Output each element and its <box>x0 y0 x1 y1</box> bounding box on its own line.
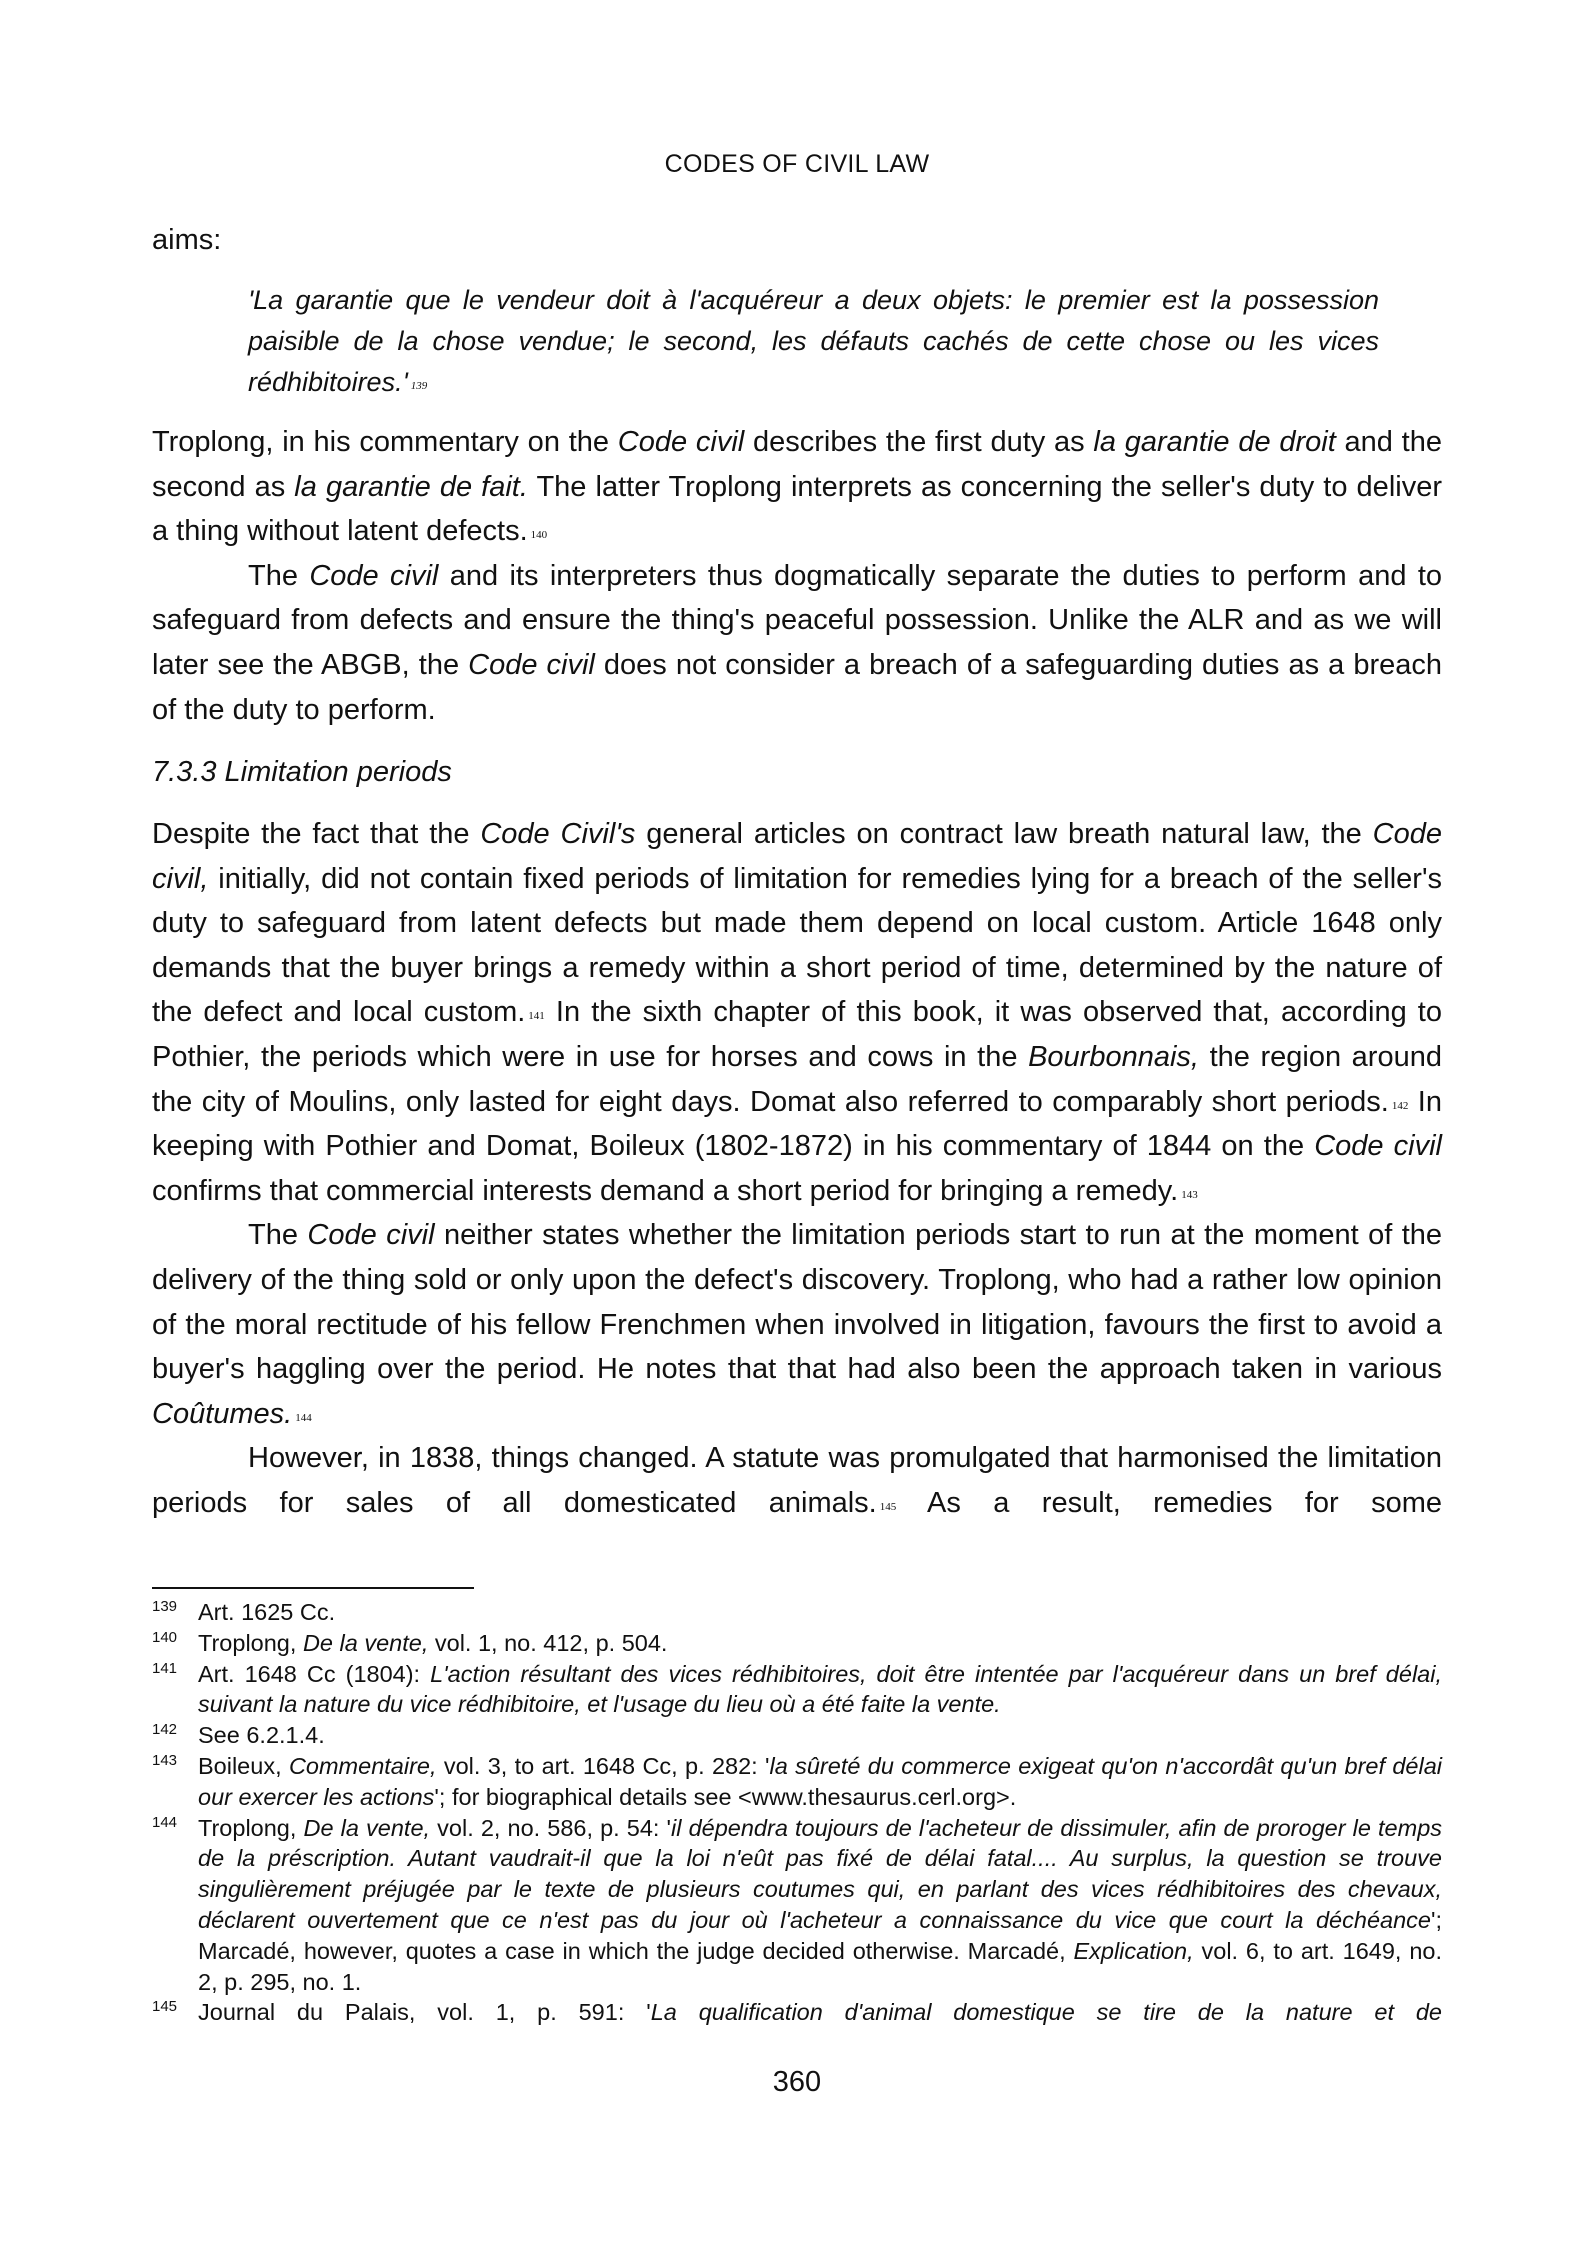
text-run: '; Marcadé, however, quotes a case in which the judge decided otherwise. Marcadé, <box>198 1906 1442 1964</box>
footnote <box>152 1628 1442 1659</box>
footnote-reference[interactable]: 143 <box>1181 1188 1198 1201</box>
paragraph <box>152 554 1442 732</box>
text-run: and the second as <box>152 426 1442 503</box>
italic-text: il dépendra toujours de l'acheteur de dissimuler, afin de proroger le temps de la préscription. Autant vaudrait-il que la loi n'eût pas fixé de délai fatal.... Au surplus, la question se trouve singulièrement préjugée par le texte de plusieurs coutumes qui, en parlant des vices rédhibitoires des chevaux, déclarent ouvertement que ce n'est pas du jour où l'acheteur a connaissance du vice que court la déchéance <box>198 1814 1443 1933</box>
paragraph <box>152 1213 1442 1436</box>
body-section-1 <box>152 420 1442 732</box>
footnote-number: 143 <box>152 1751 178 1769</box>
italic-text: la garantie de fait. <box>294 470 528 503</box>
body-section-2 <box>152 812 1442 1526</box>
text-run: vol. 2, no. 586, p. 54: ' <box>430 1814 672 1841</box>
footnote-number: 142 <box>152 1721 178 1739</box>
footnote <box>152 1659 1442 1721</box>
italic-text: La qualification d'animal domestique se tire de la nature et de <box>650 1999 1442 2026</box>
italic-text: Coûtumes. <box>152 1397 293 1430</box>
text-run: Boileux, <box>198 1752 289 1779</box>
italic-text: Code civil <box>1314 1130 1443 1163</box>
italic-text: la garantie de droit <box>1093 426 1336 458</box>
text-run: general articles on contract law breath natural law, the <box>635 818 1373 850</box>
text-run: The <box>248 559 310 592</box>
text-run: As a result, remedies for some <box>896 1486 1443 1519</box>
text-run: Troplong, <box>198 1629 303 1656</box>
text-run: Troplong, <box>198 1814 304 1841</box>
section-heading: 7.3.3 Limitation periods <box>152 756 452 788</box>
italic-text: la sûreté du commerce exigeat qu'on n'accordât qu'un bref délai our exercer les actions <box>198 1752 1442 1810</box>
footnote <box>152 1751 1442 1813</box>
footnote-reference[interactable]: 141 <box>528 1010 545 1023</box>
footnote-number: 144 <box>152 1813 178 1831</box>
italic-text: Code civil <box>468 648 595 681</box>
italic-text: L'action résultant des vices rédhibitoires, doit être intentée par l'acquéreur dans un bref délai, suivant la nature du vice rédhibitoire, et l'usage du lieu où a été faite la vente. <box>198 1660 1442 1718</box>
text-run: However, in 1838, things changed. A statute was promulgated that harmonised the limitation periods for sales of all domesticated animals. <box>152 1442 1442 1519</box>
footnote-reference[interactable]: 145 <box>879 1500 897 1513</box>
italic-text: Commentaire, <box>288 1752 437 1779</box>
italic-text: 'La garantie que le vendeur doit à l'acquéreur a deux objets: le premier est la possession paisible de la chose vendue; le second, les défauts cachés de cette chose ou les vices rédhibitoires.' <box>248 285 1379 397</box>
text-run: In keeping with Pothier and Domat, Boileux (1802-1872) in his commentary of 1844 on the <box>152 1085 1442 1163</box>
footnote-reference[interactable]: 139 <box>410 380 428 392</box>
paragraph <box>152 812 1442 1213</box>
italic-text: Explication, <box>1073 1937 1194 1964</box>
text-run: Troplong, in his commentary on the <box>152 426 618 458</box>
text-run: The latter Troplong interprets as concerning the seller's duty to deliver a thing without latent defects. <box>152 470 1442 548</box>
footnote-number: 140 <box>152 1628 178 1646</box>
paragraph <box>152 420 1442 554</box>
italic-text: Code civil <box>307 1219 435 1252</box>
page-number: 360 <box>772 2066 822 2098</box>
footnote <box>152 1813 1442 1998</box>
text-run: the region around the city of Moulins, only lasted for eight days. Domat also referred to comparably short periods. <box>152 1040 1442 1118</box>
italic-text: De la vente, <box>302 1629 429 1656</box>
lead-in-text: aims: <box>152 224 222 256</box>
text-run: vol. 3, to art. 1648 Cc, p. 282: ' <box>436 1752 770 1779</box>
footnote-reference[interactable]: 144 <box>295 1411 312 1424</box>
text-run: Art. 1625 Cc. <box>198 1599 336 1625</box>
italic-text: Code civil, <box>152 818 1442 895</box>
text-run: and its interpreters thus dogmatically separate the duties to perform and to safeguard from defects and ensure the thing's peaceful possession. Unlike the ALR and as we will later see the ABGB, the <box>152 559 1443 681</box>
italic-text: Code civil <box>617 426 745 458</box>
text-run: Art. 1648 Cc (1804): <box>198 1660 431 1687</box>
footnote <box>152 1597 1442 1628</box>
footnote-number: 145 <box>152 1998 178 2016</box>
text-run: confirms that commercial interests demand a short period for bringing a remedy. <box>152 1174 1179 1207</box>
text-run: does not consider a breach of a safeguarding duties as a breach of the duty to perform. <box>152 648 1442 726</box>
italic-text: Code civil <box>309 559 439 592</box>
text-run: initially, did not contain fixed periods of limitation for remedies lying for a breach of the seller's duty to safeguard from latent defects but made them depend on local custom. Article 1648 only demands that the buyer brings a remedy within a short period of time, determined by the nature of the defect and local custom. <box>152 862 1442 1029</box>
italic-text: Bourbonnais, <box>1028 1040 1199 1073</box>
footnotes <box>152 1597 1442 2028</box>
text-run: describes the first duty as <box>744 426 1094 458</box>
text-run: '; for biographical details see <www.thesaurus.cerl.org>. <box>434 1783 1017 1810</box>
text-run: neither states whether the limitation periods start to run at the moment of the delivery of the thing sold or only upon the defect's discovery. Troplong, who had a rather low opinion of the moral rectitude of his fellow Frenchmen when involved in litigation, favours the first to avoid a buyer's haggling over the period. He notes that that had also been the approach taken in various <box>152 1219 1443 1386</box>
running-header: CODES OF CIVIL LAW <box>664 150 930 178</box>
footnote-reference[interactable]: 140 <box>530 529 548 542</box>
italic-text: De la vente, <box>303 1814 431 1841</box>
footnote-separator <box>152 1587 474 1589</box>
footnote-number: 141 <box>152 1659 178 1677</box>
text-run: Despite the fact that the <box>152 818 481 850</box>
italic-text: Code Civil's <box>480 818 636 850</box>
footnote-reference[interactable]: 142 <box>1391 1099 1409 1112</box>
text-run: Journal du Palais, vol. 1, p. 591: ' <box>198 1999 651 2026</box>
text-run: The <box>248 1219 308 1252</box>
block-quote <box>248 280 1379 403</box>
paragraph <box>152 1436 1442 1525</box>
footnote <box>152 1997 1442 2028</box>
text-run: See 6.2.1.4. <box>198 1722 325 1749</box>
footnote-number: 139 <box>152 1598 178 1615</box>
text-run: vol. 1, no. 412, p. 504. <box>428 1629 668 1656</box>
text-run: In the sixth chapter of this book, it was observed that, according to Pothier, the periods which were in use for horses and cows in the <box>152 996 1442 1073</box>
footnote <box>152 1720 1442 1751</box>
text-run: vol. 6, to art. 1649, no. 2, p. 295, no. 1. <box>198 1937 1442 1995</box>
